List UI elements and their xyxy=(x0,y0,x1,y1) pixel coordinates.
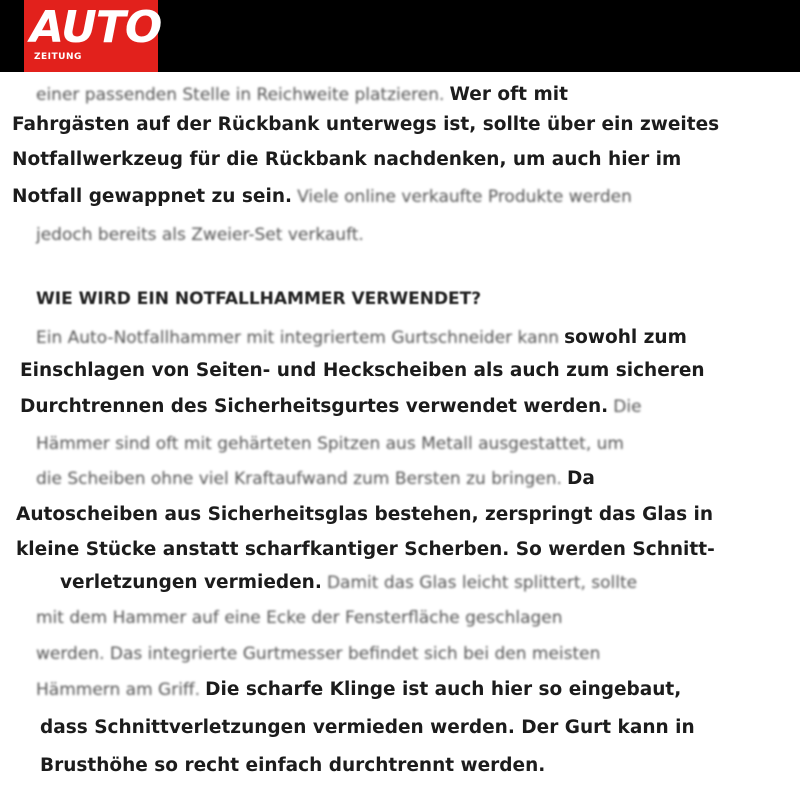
logo-wordmark: AUTO xyxy=(30,2,162,53)
auto-zeitung-logo[interactable] xyxy=(24,0,162,72)
text-line-5 xyxy=(36,223,364,247)
highlighted-text: Notfall gewappnet zu sein. xyxy=(12,186,293,207)
highlighted-text: Wer oft mit xyxy=(449,84,568,105)
blurred-text: jedoch bereits als Zweier-Set verkauft. xyxy=(36,225,364,245)
blurred-text: Die xyxy=(613,397,642,417)
blurred-text: Hämmer sind oft mit gehärteten Spitzen aus Metall ausgestattet, um xyxy=(36,434,624,454)
blurred-text: Ein Auto-Notfallhammer mit integriertem Gurtschneider kann xyxy=(36,328,560,348)
text-line-12 xyxy=(16,502,713,528)
text-line-11 xyxy=(36,466,595,492)
text-line-3 xyxy=(12,147,681,173)
text-line-4 xyxy=(12,184,632,210)
blurred-text: einer passenden Stelle in Reichweite platzieren. xyxy=(36,85,445,105)
highlighted-text: Durchtrennen des Sicherheitsgurtes verwendet werden. xyxy=(20,396,609,417)
blurred-text: werden. Das integrierte Gurtmesser befindet sich bei den meisten xyxy=(36,644,601,664)
section-heading-text: WIE WIRD EIN NOTFALLHAMMER VERWENDET? xyxy=(36,289,482,309)
text-line-10 xyxy=(36,432,624,456)
highlighted-text: Einschlagen von Seiten- und Heckscheiben als auch zum sicheren xyxy=(20,360,705,381)
text-line-17 xyxy=(36,677,681,703)
blurred-text: Damit das Glas leicht splittert, sollte xyxy=(326,573,638,593)
blurred-text: Viele online verkaufte Produkte werden xyxy=(297,187,632,207)
text-line-1 xyxy=(36,82,568,108)
highlighted-text: Da xyxy=(567,468,595,489)
highlighted-text: Die scharfe Klinge ist auch hier so eingebaut, xyxy=(205,679,682,700)
text-line-18 xyxy=(40,715,695,741)
text-line-15 xyxy=(36,606,563,630)
text-line-2 xyxy=(12,112,719,138)
logo-subtitle: ZEITUNG xyxy=(34,52,82,62)
text-line-19 xyxy=(40,753,545,779)
highlighted-text: verletzungen vermieden. xyxy=(60,572,322,593)
highlighted-text: dass Schnittverletzungen vermieden werden. Der Gurt kann in xyxy=(40,717,695,738)
text-line-9 xyxy=(20,394,642,420)
text-line-7 xyxy=(36,325,687,351)
text-line-8 xyxy=(20,358,705,384)
text-line-16 xyxy=(36,642,600,666)
text-line-14 xyxy=(60,570,637,596)
highlighted-text: Notfallwerkzeug für die Rückbank nachdenken, um auch hier im xyxy=(12,149,682,170)
blurred-text: mit dem Hammer auf eine Ecke der Fensterfläche geschlagen xyxy=(36,608,563,628)
highlighted-text: kleine Stücke anstatt scharfkantiger Scherben. So werden Schnitt- xyxy=(16,539,715,560)
highlighted-text: Brusthöhe so recht einfach durchtrennt werden. xyxy=(40,755,546,776)
section-heading xyxy=(36,287,481,311)
blurred-text: die Scheiben ohne viel Kraftaufwand zum Bersten zu bringen. xyxy=(36,469,562,489)
blurred-text: Hämmern am Griff. xyxy=(36,680,201,700)
highlighted-text: sowohl zum xyxy=(564,327,687,348)
highlighted-text: Autoscheiben aus Sicherheitsglas bestehen, zerspringt das Glas in xyxy=(16,504,714,525)
highlighted-text: Fahrgästen auf der Rückbank unterwegs ist, sollte über ein zweites xyxy=(12,114,720,135)
text-line-13 xyxy=(16,537,715,563)
top-bar xyxy=(0,0,800,72)
